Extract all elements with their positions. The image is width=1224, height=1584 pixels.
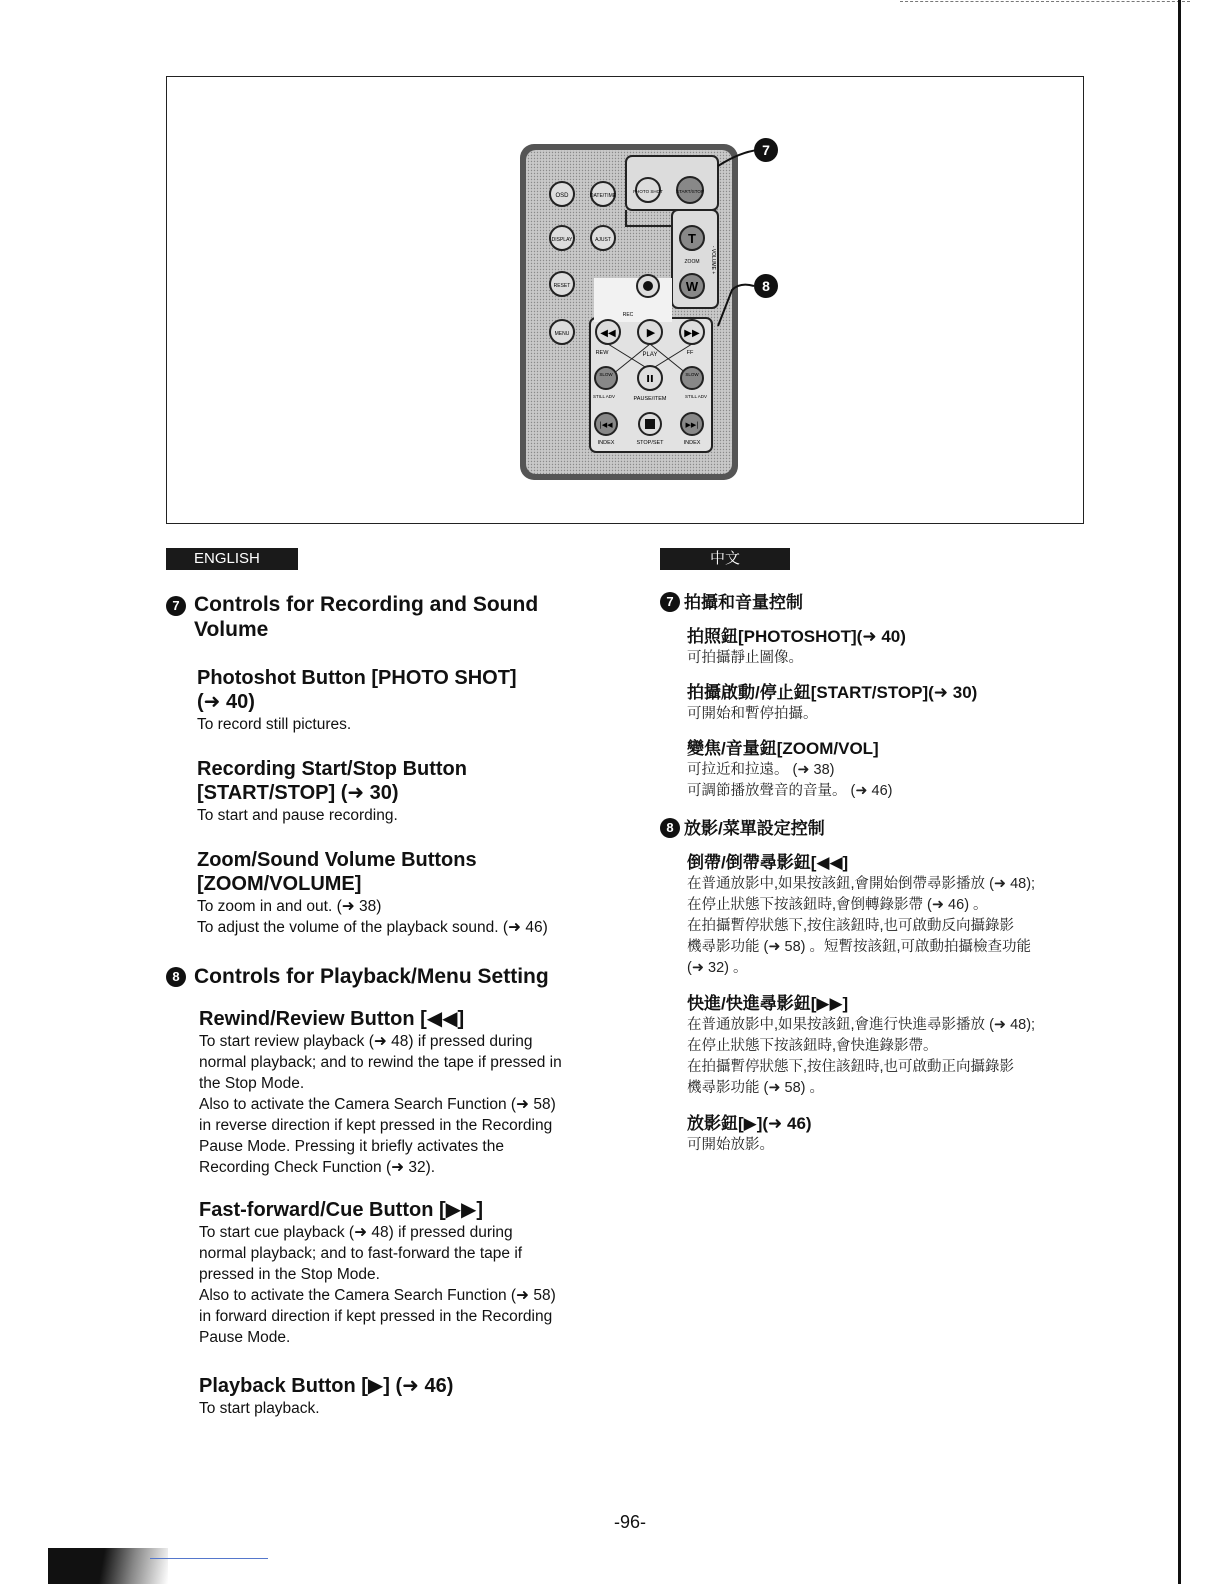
english-ff-line: normal playback; and to fast-forward the tape if xyxy=(199,1245,523,1262)
english-ff-line: in forward direction if kept pressed in the Recording xyxy=(199,1308,553,1325)
remote-label-stop-set: STOP/SET xyxy=(636,440,664,446)
chinese-ff-title: 快進/快進尋影鈕[▶▶] xyxy=(687,994,849,1013)
remote-label-menu: MENU xyxy=(554,331,570,337)
remote-illustration xyxy=(500,130,800,490)
chinese-startstop-desc: 可開始和暫停拍攝。 xyxy=(687,706,818,722)
chinese-sec8-badge: 8 xyxy=(660,818,680,838)
scan-edge-line xyxy=(900,1,1190,3)
english-ff-line: pressed in the Stop Mode. xyxy=(199,1266,380,1283)
english-photoshot-desc: To record still pictures. xyxy=(197,716,352,733)
english-ff-title: Fast-forward/Cue Button [▶▶] xyxy=(199,1199,484,1221)
english-rewind-line: To start review playback (➜ 48) if pressed during xyxy=(199,1033,533,1050)
english-sec7-heading xyxy=(166,592,606,642)
remote-label-zoom: ZOOM xyxy=(684,259,700,265)
english-rewind-line: normal playback; and to rewind the tape if pressed in xyxy=(199,1054,562,1071)
remote-button-stop xyxy=(639,413,661,435)
chinese-rewind-line: 在停止狀態下按該鈕時,會倒轉錄影帶 (➜ 46) 。 xyxy=(687,897,988,913)
english-zoom-desc-2: To adjust the volume of the playback sound. (➜ 46) xyxy=(197,919,548,936)
english-section-8 xyxy=(166,964,606,1419)
english-photoshot-block xyxy=(197,666,606,735)
english-play-title: Playback Button [▶] (➜ 46) xyxy=(199,1375,454,1397)
english-startstop-desc: To start and pause recording. xyxy=(197,807,398,824)
remote-button-display xyxy=(550,226,574,250)
english-ff-block xyxy=(199,1198,606,1348)
english-rewind-line: Pause Mode. Pressing it briefly activates the xyxy=(199,1138,504,1155)
remote-button-slow-left xyxy=(595,367,617,389)
svg-text:▶▶|: ▶▶| xyxy=(685,421,699,429)
remote-label-rec: REC xyxy=(622,312,634,318)
chinese-sec7-badge: 7 xyxy=(660,592,680,612)
remote-button-date-time xyxy=(590,182,617,206)
english-zoom-title-1: Zoom/Sound Volume Buttons xyxy=(197,849,477,871)
chinese-rewind-line: 在普通放影中,如果按該鈕,會開始倒帶尋影播放 (➜ 48); xyxy=(687,876,1036,892)
remote-label-pause: PAUSE/ITEM xyxy=(633,396,667,402)
svg-text:▶: ▶ xyxy=(646,326,656,339)
scan-artifact-line xyxy=(150,1558,268,1559)
remote-label-volume: - VOLUME + xyxy=(710,245,716,275)
chinese-ff-line: 在普通放影中,如果按該鈕,會進行快進尋影播放 (➜ 48); xyxy=(687,1017,1036,1033)
chinese-rewind-line: 在拍攝暫停狀態下,按住該鈕時,也可啟動反向攝錄影 xyxy=(687,918,1015,934)
chinese-tab: 中文 xyxy=(660,548,790,570)
remote-label-still-rev: STILL ADV xyxy=(592,394,616,399)
chinese-section-7 xyxy=(660,592,1110,802)
callout-8-label: 8 xyxy=(762,278,770,294)
remote-label-t: T xyxy=(688,231,696,246)
english-photoshot-title-2: (➜ 40) xyxy=(197,691,255,713)
remote-label-w: W xyxy=(685,279,699,294)
english-rewind-line: in reverse direction if kept pressed in the Recording xyxy=(199,1117,553,1134)
remote-label-index-right: INDEX xyxy=(683,440,701,446)
svg-text:▶▶: ▶▶ xyxy=(684,328,700,339)
scan-artifact xyxy=(48,1548,168,1584)
remote-label-start-stop: START/STOP xyxy=(676,189,704,194)
chinese-ff-line: 在拍攝暫停狀態下,按住該鈕時,也可啟動正向攝錄影 xyxy=(687,1059,1015,1075)
remote-button-zoom-w xyxy=(680,274,704,298)
english-rewind-title: Rewind/Review Button [◀◀] xyxy=(199,1008,465,1030)
chinese-sec8-heading xyxy=(660,818,1110,840)
svg-text:|◀◀: |◀◀ xyxy=(599,421,613,429)
remote-label-ff: FF xyxy=(686,350,694,356)
chinese-play-title: 放影鈕[▶](➜ 46) xyxy=(687,1114,812,1133)
english-sec8-heading xyxy=(166,964,606,989)
remote-button-index-next xyxy=(681,413,703,435)
remote-label-display: DISPLAY xyxy=(551,237,573,243)
remote-label-index-left: INDEX xyxy=(597,440,615,446)
remote-button-record xyxy=(637,275,659,297)
english-play-desc: To start playback. xyxy=(199,1400,320,1417)
remote-label-reset: RESET xyxy=(553,283,571,289)
chinese-play-desc: 可開始放影。 xyxy=(687,1137,774,1153)
chinese-section-8 xyxy=(660,818,1110,1156)
chinese-sec7-title: 拍攝和音量控制 xyxy=(684,593,803,612)
remote-button-play xyxy=(638,320,662,344)
english-sec7-title: Controls for Recording and Sound Volume xyxy=(194,593,539,641)
chinese-zoom-title: 變焦/音量鈕[ZOOM/VOL] xyxy=(687,739,879,758)
english-rewind-line: Also to activate the Camera Search Function (➜ 58) xyxy=(199,1096,556,1113)
remote-label-osd: OSD xyxy=(555,193,569,199)
english-section-7 xyxy=(166,592,606,938)
english-ff-line: To start cue playback (➜ 48) if pressed during xyxy=(199,1224,513,1241)
remote-label-photo-shot: PHOTO SHOT xyxy=(633,189,663,194)
chinese-zoom-desc-1: 可拉近和拉遠。 (➜ 38) xyxy=(687,762,835,778)
chinese-startstop-title: 拍攝啟動/停止鈕[START/STOP](➜ 30) xyxy=(687,683,978,702)
chinese-rewind-title: 倒帶/倒帶尋影鈕[◀◀] xyxy=(687,853,849,872)
english-zoom-desc-1: To zoom in and out. (➜ 38) xyxy=(197,898,382,915)
english-startstop-title-2: [START/STOP] (➜ 30) xyxy=(197,782,399,804)
chinese-sec7-heading xyxy=(660,592,1110,614)
remote-button-start-stop xyxy=(676,177,704,203)
remote-label-date-time: DATE/TIME xyxy=(589,193,617,199)
chinese-sec8-title: 放影/菜單設定控制 xyxy=(684,819,825,838)
english-zoom-block xyxy=(197,848,606,938)
remote-button-pause xyxy=(638,366,662,390)
remote-label-slow-right: SLOW xyxy=(685,372,699,377)
english-sec7-badge: 7 xyxy=(166,596,186,616)
remote-button-zoom-t xyxy=(680,226,704,250)
english-ff-line: Pause Mode. xyxy=(199,1329,291,1346)
english-rewind-line: the Stop Mode. xyxy=(199,1075,305,1092)
english-sec8-title: Controls for Playback/Menu Setting xyxy=(194,965,549,988)
english-startstop-block xyxy=(197,757,606,826)
remote-button-menu xyxy=(550,320,574,344)
remote-label-slow-left: SLOW xyxy=(599,372,613,377)
english-sec8-badge: 8 xyxy=(166,967,186,987)
page-number: -96- xyxy=(614,1512,647,1532)
english-photoshot-title-1: Photoshot Button [PHOTO SHOT] xyxy=(197,667,517,689)
callout-7 xyxy=(754,138,778,162)
svg-text:◀◀: ◀◀ xyxy=(600,328,616,339)
chinese-ff-line: 機尋影功能 (➜ 58) 。 xyxy=(687,1080,825,1096)
remote-button-slow-right xyxy=(681,367,703,389)
english-tab: ENGLISH xyxy=(166,548,298,570)
remote-button-reset xyxy=(550,272,574,296)
remote-button-index-prev xyxy=(595,413,617,435)
remote-button-osd xyxy=(550,182,574,206)
english-zoom-title-2: [ZOOM/VOLUME] xyxy=(197,873,362,895)
english-startstop-title-1: Recording Start/Stop Button xyxy=(197,758,467,780)
remote-button-rew xyxy=(596,320,620,344)
remote-label-still-adv: STILL ADV xyxy=(684,394,708,399)
remote-label-ajust: AJUST xyxy=(595,237,611,243)
english-rewind-block xyxy=(199,1007,606,1178)
chinese-rewind-line: (➜ 32) 。 xyxy=(687,960,748,976)
english-ff-line: Also to activate the Camera Search Function (➜ 58) xyxy=(199,1287,556,1304)
remote-label-play: PLAY xyxy=(642,352,658,358)
chinese-photoshot-title: 拍照鈕[PHOTOSHOT](➜ 40) xyxy=(687,627,906,646)
chinese-ff-line: 在停止狀態下按該鈕時,會快進錄影帶。 xyxy=(687,1038,938,1054)
remote-label-rew: REW xyxy=(595,350,609,356)
svg-text:II: II xyxy=(646,374,654,385)
chinese-zoom-desc-2: 可調節播放聲音的音量。 (➜ 46) xyxy=(687,783,893,799)
remote-button-ajust xyxy=(591,226,615,250)
remote-button-ff xyxy=(680,320,704,344)
english-rewind-line: Recording Check Function (➜ 32). xyxy=(199,1159,436,1176)
scan-edge-right xyxy=(1178,0,1181,1584)
chinese-rewind-line: 機尋影功能 (➜ 58) 。短暫按該鈕,可啟動拍攝檢查功能 xyxy=(687,939,1032,955)
callout-8 xyxy=(754,274,778,298)
chinese-photoshot-desc: 可拍攝靜止圖像。 xyxy=(687,650,803,666)
english-play-block xyxy=(199,1374,606,1419)
callout-7-label: 7 xyxy=(762,142,770,158)
